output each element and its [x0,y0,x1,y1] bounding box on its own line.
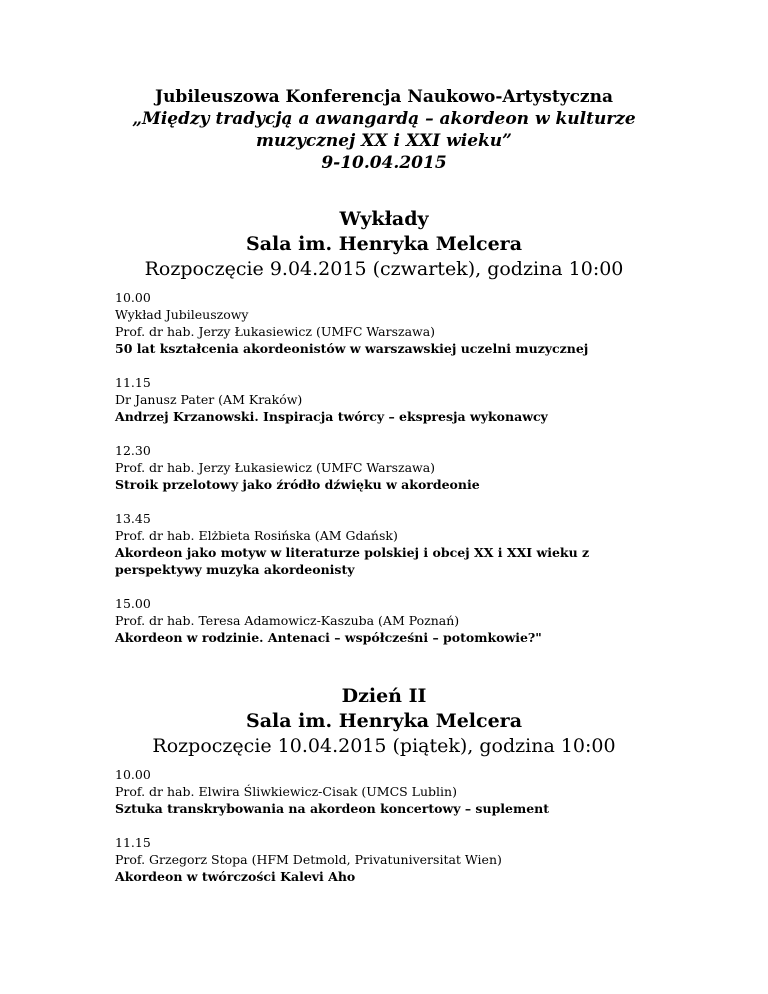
entry-speaker: Prof. Grzegorz Stopa (HFM Detmold, Privatuniversitat Wien) [115,852,502,867]
entry-time: 11.15 [115,375,151,390]
day1-heading: Wykłady [339,208,429,230]
entry-title: Andrzej Krzanowski. Inspiracja twórcy – ekspresja wykonawcy [115,409,548,424]
entry-speaker: Prof. dr hab. Jerzy Łukasiewicz (UMFC Warszawa) [115,324,436,339]
entry-speaker: Dr Janusz Pater (AM Kraków) [115,392,303,407]
entry-speaker: Prof. dr hab. Jerzy Łukasiewicz (UMFC Warszawa) [115,460,436,475]
entry-time: 15.00 [115,596,151,611]
entry-title: Sztuka transkrybowania na akordeon koncertowy – suplement [115,801,550,816]
entry-speaker: Prof. dr hab. Teresa Adamowicz-Kaszuba (AM Poznań) [115,613,460,628]
entry-speaker: Prof. dr hab. Elwira Śliwkiewicz-Cisak (UMCS Lublin) [115,784,457,799]
entry-time: 11.15 [115,835,151,850]
conference-title: Jubileuszowa Konferencja Naukowo-Artystyczna [155,87,613,107]
entry-title: Akordeon w rodzinie. Antenaci – współcześni – potomkowie?" [115,630,542,645]
entry-line: Wykład Jubileuszowy [115,307,249,322]
schedule-entry [115,834,735,885]
entry-title: Stroik przelotowy jako źródło dźwięku w akordeonie [115,477,480,492]
schedule-entry [115,766,735,817]
conference-subtitle-line2: muzycznej XX i XXI wieku” [256,131,512,151]
schedule-entry [115,442,735,493]
day1-schedule [115,289,735,663]
day1-hall: Sala im. Henryka Melcera [245,233,523,255]
entry-title: 50 lat kształcenia akordeonistów w warszawskiej uczelni muzycznej [115,341,589,356]
conference-dates: 9-10.04.2015 [321,153,447,173]
conference-header [0,86,768,174]
schedule-entry [115,595,735,646]
day2-heading-block [0,684,768,759]
entry-speaker: Prof. dr hab. Elżbieta Rosińska (AM Gdańsk) [115,528,398,543]
entry-time: 12.30 [115,443,151,458]
day1-heading-block [0,207,768,282]
entry-title: Akordeon jako motyw w literaturze polskiej i obcej XX i XXI wieku z perspektywy muzyka akordeonisty [115,545,590,577]
conference-subtitle-line1: „Między tradycją a awangardą – akordeon w kulturze [132,109,636,129]
schedule-entry [115,374,735,425]
day1-start: Rozpoczęcie 9.04.2015 (czwartek), godzina 10:00 [144,258,624,280]
schedule-entry [115,289,735,357]
entry-title: Akordeon w twórczości Kalevi Aho [115,869,356,884]
entry-time: 10.00 [115,290,151,305]
day2-schedule [115,766,735,902]
entry-time: 10.00 [115,767,151,782]
day2-start: Rozpoczęcie 10.04.2015 (piątek), godzina 10:00 [152,735,616,757]
schedule-entry [115,510,735,578]
day2-heading: Dzień II [341,685,427,707]
entry-time: 13.45 [115,511,151,526]
day2-hall: Sala im. Henryka Melcera [245,710,523,732]
